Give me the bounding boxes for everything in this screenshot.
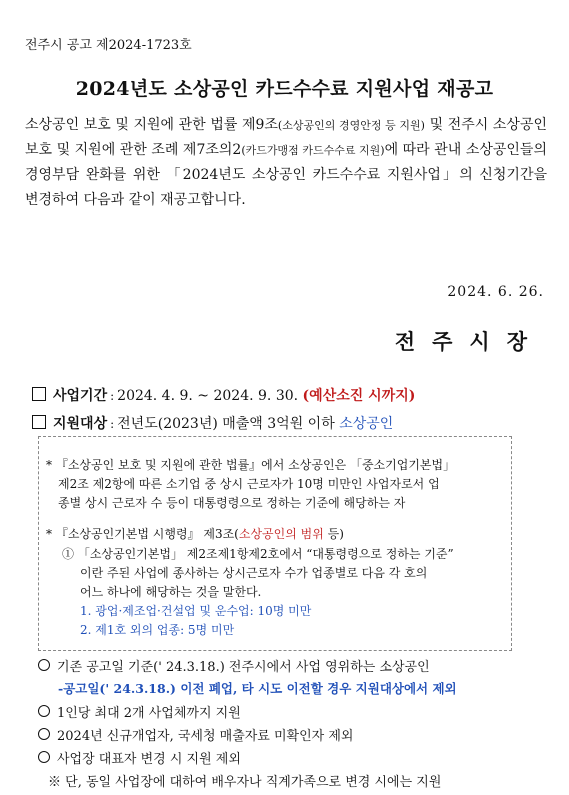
project-period-label: 사업기간 <box>53 388 108 404</box>
decree-clause: 이란 주된 사업에 종사하는 상시근로자 수가 업종별로 다음 각 호의 <box>80 566 428 580</box>
eligibility-value: 전년도(2023년) 매출액 3억원 이하 <box>117 416 340 432</box>
decree-item: 1. 광업·제조업·건설업 및 운수업: 10명 미만 <box>80 604 312 618</box>
project-period-row: 사업기간 : 2024. 4. 9. ~ 2024. 9. 30. (예산소진 시까지) <box>32 385 415 405</box>
circle-bullet-icon <box>38 659 50 671</box>
definition-line: 제2조 제2항에 따른 소기업 중 상시 근로자가 10명 미만인 사업자로서 업 <box>58 477 440 491</box>
circle-bullet-icon <box>38 705 50 717</box>
decree-heading: * 『소상공인기본법 시행령』 제3조(소상공인의 범위 등) <box>46 527 344 541</box>
project-period-value: 2024. 4. 9. ~ 2024. 9. 30. <box>117 388 299 404</box>
condition-item: 1인당 최대 2개 사업체까지 지원 <box>38 702 241 721</box>
circle-bullet-icon <box>38 728 50 740</box>
issuer-name: 전주시장 <box>394 329 544 354</box>
decree-clause: ① 「소상공인기본법」 제2조제1항제2호에서 “대통령령으로 정하는 기준” <box>62 547 454 561</box>
document-title: 2024년도 소상공인 카드수수료 지원사업 재공고 <box>75 78 494 100</box>
circle-bullet-icon <box>38 751 50 763</box>
checkbox-icon <box>32 415 46 429</box>
intro-text: 및 전주시 소상공인 보호 및 지원에 관한 조례 제7조의2 <box>25 117 547 158</box>
notice-number: 전주시 공고 제2024-1723호 <box>25 38 192 53</box>
decree-item: 2. 제1호 외의 업종: 5명 미만 <box>80 623 235 637</box>
intro-paragraph <box>25 113 547 213</box>
intro-text: 에 따라 관내 소상공인들의 경영부담 완화를 위한 「2024년도 소상공인 카드수수료 지원사업」의 신청기간을 변경하여 다음과 같이 재공고합니다. <box>25 142 547 208</box>
checkbox-icon <box>32 387 46 401</box>
decree-clause: 어느 하나에 해당하는 것을 말한다. <box>80 585 262 599</box>
condition-note: ※ 단, 동일 사업장에 대하여 배우자나 직계가족으로 변경 시에는 지원 <box>48 775 442 790</box>
condition-item: 사업장 대표자 변경 시 지원 제외 <box>38 748 241 767</box>
eligibility-highlight: 소상공인 <box>339 416 394 432</box>
eligibility-row: 지원대상 : 전년도(2023년) 매출액 3억원 이하 소상공인 <box>32 413 393 433</box>
condition-item: 기존 공고일 기준(' 24.3.18.) 전주시에서 사업 영위하는 소상공인 <box>38 656 430 675</box>
condition-note: -공고일(' 24.3.18.) 이전 폐업, 타 시도 이전할 경우 지원대상에서 제외 <box>58 681 457 696</box>
intro-parenthetical: (소상공인의 경영안정 등 지원) <box>277 119 425 132</box>
project-period-note: (예산소진 시까지) <box>302 388 416 404</box>
intro-parenthetical: (카드가맹점 카드수수료 지원) <box>241 144 385 157</box>
notice-date: 2024. 6. 26. <box>447 284 544 300</box>
condition-item: 2024년 신규개업자, 국세청 매출자료 미확인자 제외 <box>38 725 353 744</box>
intro-text: 소상공인 보호 및 지원에 관한 법률 제9조 <box>25 117 278 133</box>
definition-line: 종별 상시 근로자 수 등이 대통령령으로 정하는 기준에 해당하는 자 <box>58 496 406 510</box>
decree-highlight: 소상공인의 범위 <box>238 527 324 541</box>
definition-line: * 『소상공인 보호 및 지원에 관한 법률』에서 소상공인은 「중소기업기본법」 <box>46 458 456 472</box>
eligibility-label: 지원대상 <box>53 416 108 432</box>
